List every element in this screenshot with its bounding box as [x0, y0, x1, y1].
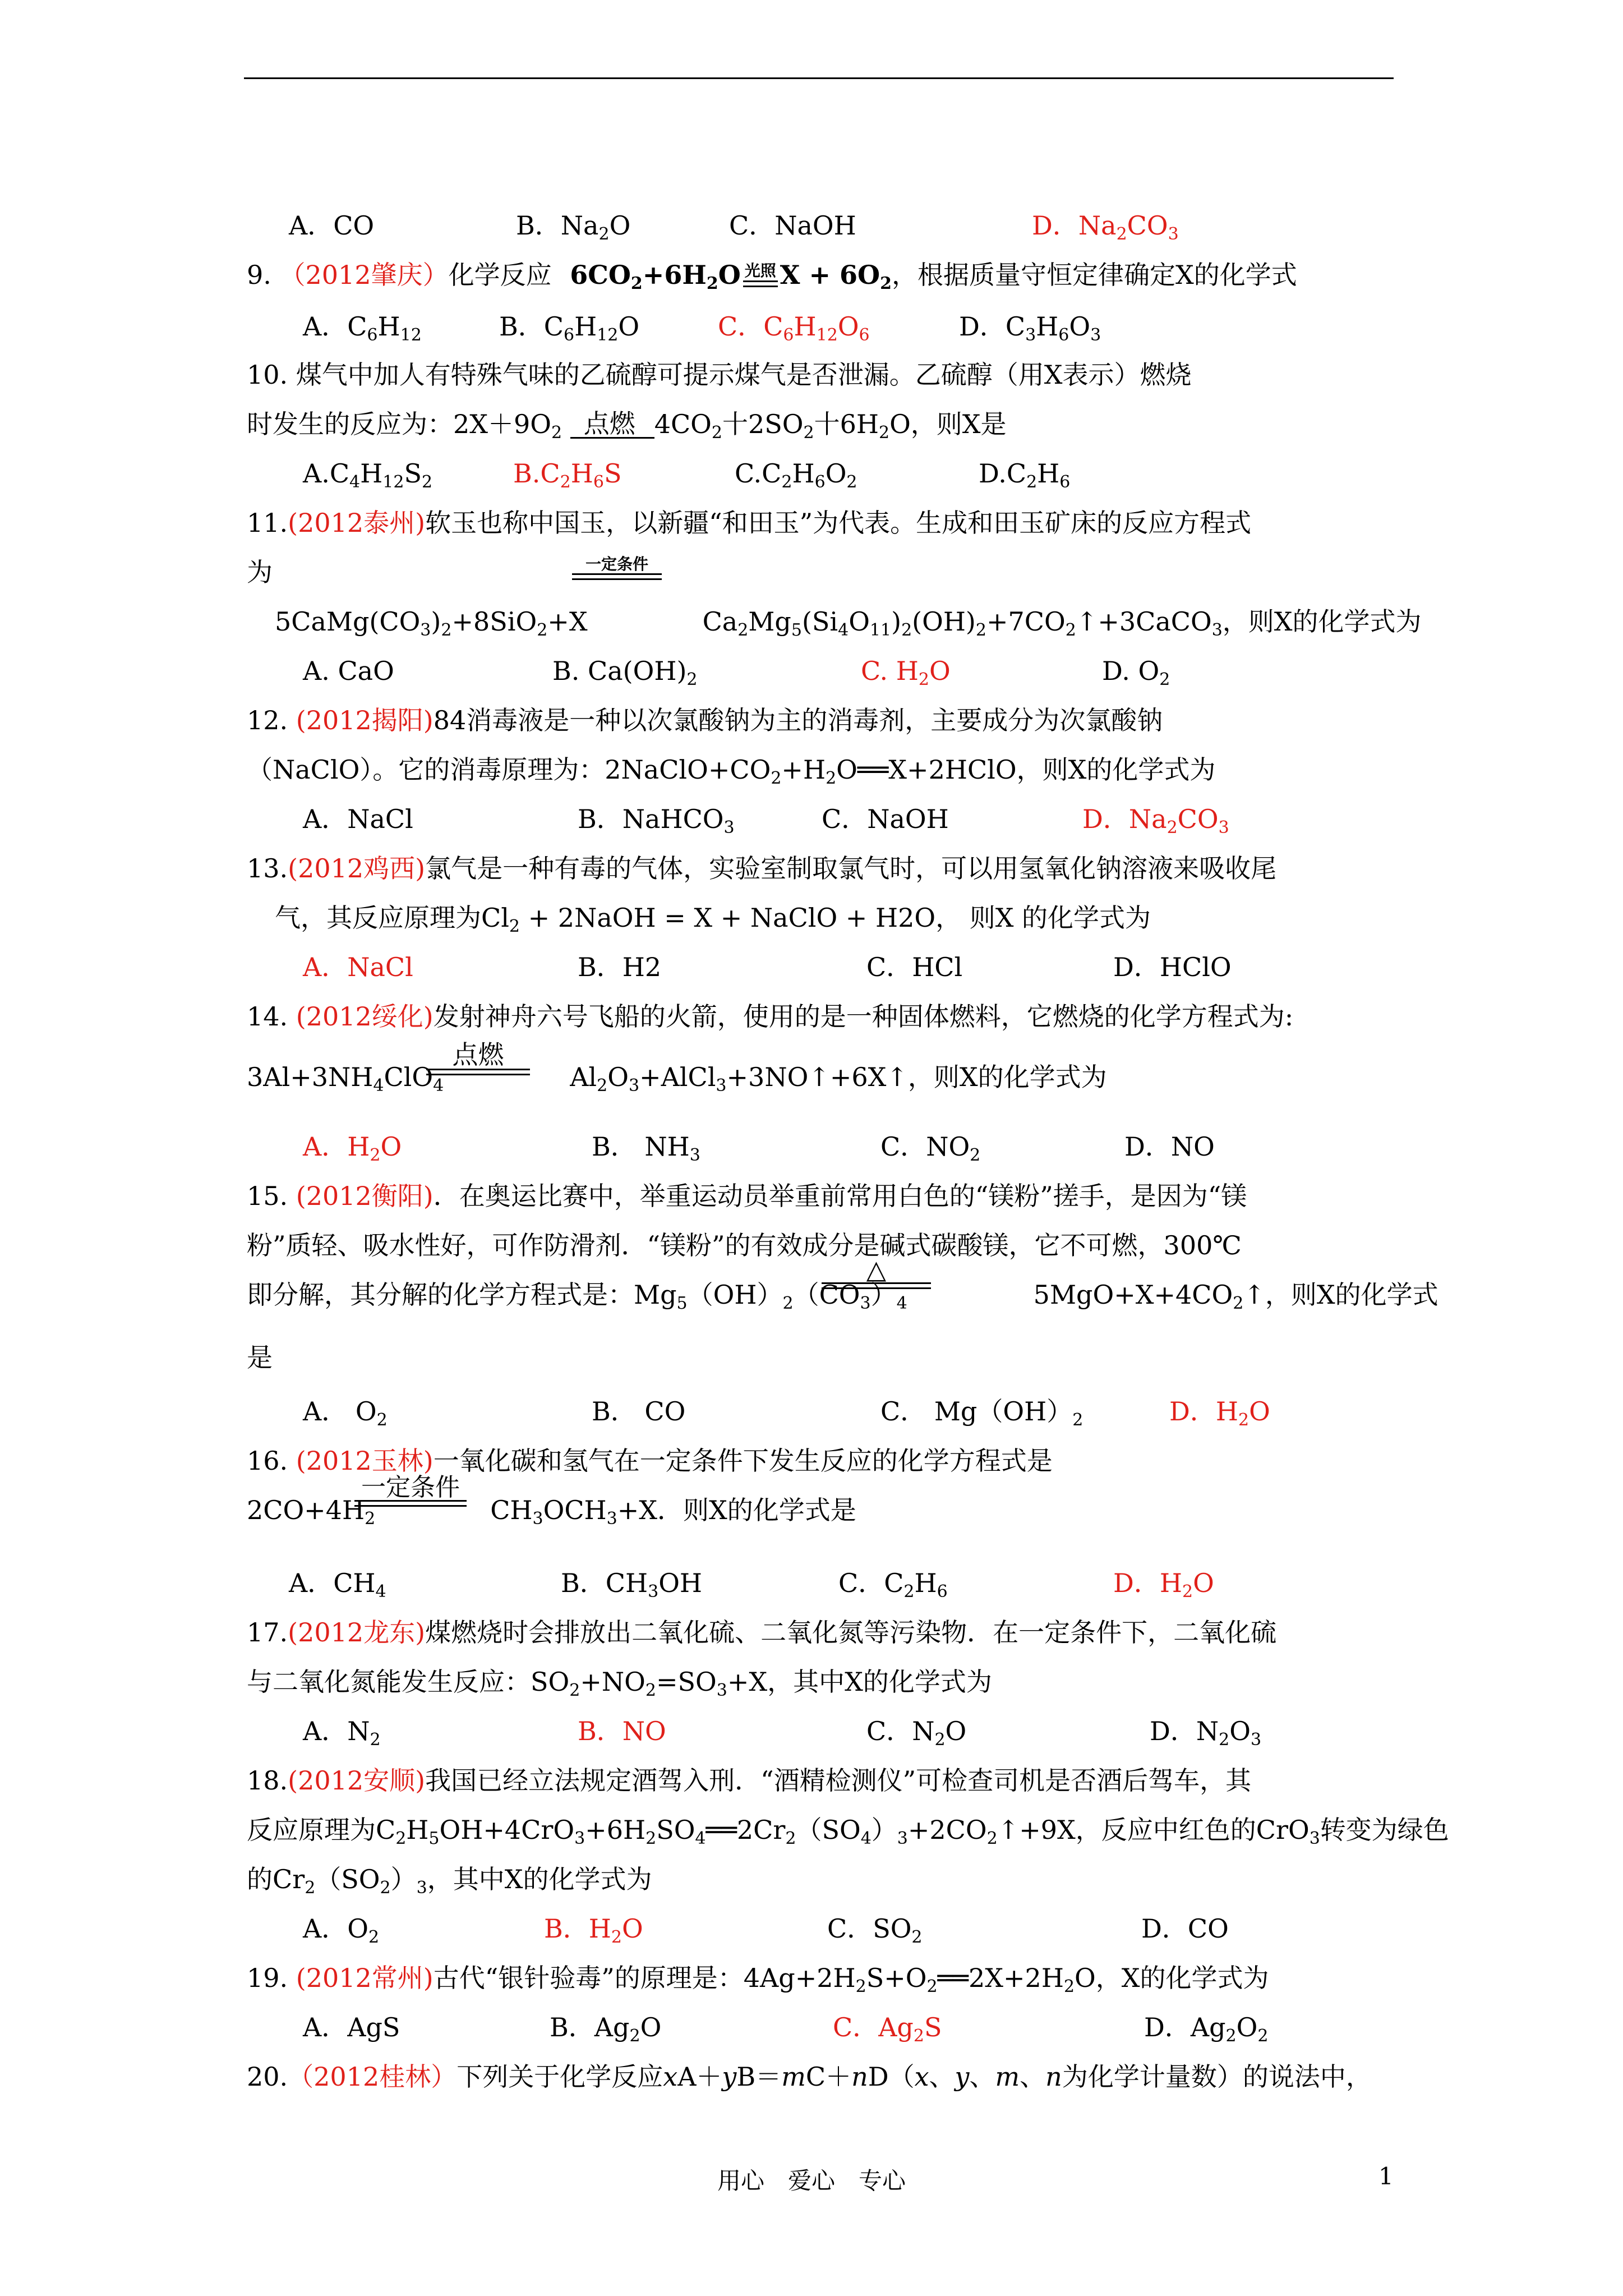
q16-option-d: D．$H_2O$ [1113, 1568, 1214, 1602]
q11-condition: 一定条件 [572, 555, 662, 580]
q14-question: 14. (2012绥化)发射神舟六号飞船的火箭，使用的是一种固体燃料，它燃烧的化学方程式为: [247, 1001, 1294, 1032]
q15-option-b: B． CO [592, 1396, 686, 1427]
page-footer: 用心 爱心 专心 [717, 2167, 906, 2194]
q9-question: 9. （2012肇庆）化学反应 $6CO_2+6H_2O$ 光照 $X + 6O_2$，根据质量守恒定律确定X的化学式 [247, 260, 1297, 293]
q19-option-b: B．$Ag_2O$ [550, 2012, 662, 2046]
q15-option-a: A． $O_2$ [303, 1396, 388, 1430]
q12-option-b: B．NaHCO$_3$ [578, 804, 735, 838]
q20-question: 20.（2012桂林）下列关于化学反应xA＋yB＝mC＋nD（x、y、m、n为化学计量数）的说法中， [247, 2062, 1372, 2092]
q9-option-a: A．$C_6H_{12}$ [303, 311, 422, 345]
q11-option-c: C. $H_2O$ [861, 656, 951, 689]
q8-option-c: C．NaOH [729, 210, 856, 241]
q15-option-d: D．$H_2O$ [1169, 1396, 1270, 1430]
q16-question: 16. (2012玉林)一氧化碳和氢气在一定条件下发生反应的化学方程式是 [247, 1446, 1053, 1476]
q18-line3: 的$Cr_2(SO_2)_3$，其中X的化学式为 [247, 1864, 652, 1898]
page-number: 1 [1378, 2162, 1394, 2190]
q16-option-b: B．$CH_3OH$ [561, 1568, 703, 1602]
q10-option-b: $B.C_2H_6S$ [513, 458, 622, 492]
q9-option-d: D．$C_3H_6O_3$ [959, 311, 1101, 345]
q18-question: 18.(2012安顺)我国已经立法规定酒驾入刑．“酒精检测仪”可检查司机是否酒后驾车，其 [247, 1765, 1252, 1796]
q11-option-d: D. $O_2$ [1102, 656, 1170, 689]
header-rule [244, 77, 1394, 79]
q17-line2: 与二氧化氮能发生反应：$SO_2+NO_2=SO_3+X$，其中X的化学式为 [247, 1667, 992, 1700]
q13-option-a: A．NaCl [303, 952, 413, 982]
q14-option-a: A．$H_2O$ [303, 1131, 402, 1165]
q17-option-a: A．$N_2$ [303, 1716, 381, 1750]
q10-option-d: $D.C_2H_6$ [979, 458, 1071, 492]
q19-option-a: A．AgS [303, 2012, 400, 2042]
q12-option-d: D．$Na_2CO_3$ [1082, 804, 1229, 838]
q14-equation: $3Al+3NH_4ClO_4$ $Al_2O_3+AlCl_3+3NO↑+6X↑$，则X的化学式为 [247, 1062, 1107, 1096]
q18-line2: 反应原理为$C_2H_5OH+4CrO_3+6H_2SO_4══2Cr_2(SO_4)_3+2CO_2↑+9X$，反应中红色的CrO$_3$转变为绿色 [247, 1815, 1449, 1848]
q17-option-c: C．$N_2O$ [866, 1716, 967, 1750]
q11-option-a: A. CaO [303, 656, 394, 686]
q18-option-c: C．$SO_2$ [827, 1913, 923, 1947]
q17-option-d: D．$N_2O_3$ [1150, 1716, 1262, 1750]
q19-question: 19. (2012常州)古代“银针验毒”的原理是：$4Ag+2H_2S+O_2══2X+2H_2O$，X的化学式为 [247, 1963, 1269, 1996]
q10-line2: 时发生的反应为：$2X+9O_2$ 点燃 $4CO_2$十$2SO_2$十$6H_2O$，则X是 [247, 408, 1007, 443]
q18-option-d: D．CO [1141, 1913, 1229, 1944]
q10-line1: 10. 煤气中加人有特殊气味的乙硫醇可提示煤气是否泄漏。乙硫醇（用X表示）燃烧 [247, 360, 1192, 390]
q18-option-a: A．$O_2$ [303, 1913, 380, 1947]
q10-condition: 点燃 [570, 412, 654, 440]
q16-condition: 一定条件 [354, 1475, 467, 1507]
q15-line3: 即分解，其分解的化学方程式是：$Mg_5(OH)_2(CO_3)_4$ $5MgO+X+4CO_2↑$，则X的化学式 [247, 1280, 1438, 1313]
q13-option-b: B．H2 [578, 952, 662, 982]
q15-question: 15. (2012衡阳)．在奥运比赛中，举重运动员举重前常用白色的“镁粉”搓手，是因为“镁 [247, 1181, 1247, 1211]
q17-question: 17.(2012龙东)煤燃烧时会排放出二氧化硫、二氧化氮等污染物．在一定条件下，二氧化硫 [247, 1617, 1277, 1648]
q9-condition: 光照 [741, 266, 780, 288]
q14-option-c: C．$NO_2$ [880, 1131, 981, 1165]
q12-option-c: C．NaOH [822, 804, 949, 834]
q19-option-d: D．$Ag_2O_2$ [1144, 2012, 1269, 2046]
q16-equation: $2CO+4H_2$ $CH_3OCH_3+X$．则X的化学式是 [247, 1495, 856, 1529]
q13-option-d: D．HClO [1113, 952, 1232, 982]
q9-option-c: C．$C_6H_{12}O_6$ [718, 311, 870, 345]
q11-question: 11.(2012泰州)软玉也称中国玉，以新疆“和田玉”为代表。生成和田玉矿床的反应方程式 [247, 508, 1252, 538]
q11-line2: 为 [247, 557, 273, 587]
q12-question: 12. (2012揭阳)84消毒液是一种以次氯酸钠为主的消毒剂，主要成分为次氯酸钠 [247, 705, 1163, 735]
q8-option-a: A．CO [289, 210, 375, 241]
q15-condition: △ [822, 1257, 931, 1289]
q10-option-a: $A.C_4H_{12}S_2$ [303, 458, 433, 492]
q14-option-b: B． $NH_3$ [592, 1131, 700, 1165]
q13-option-c: C．HCl [866, 952, 963, 982]
q13-line2: 气，其反应原理为$Cl_2$ + 2NaOH = X + NaClO + H2O， 则X 的化学式为 [275, 903, 1151, 936]
q15-line2: 粉”质轻、吸水性好，可作防滑剂．“镁粉”的有效成分是碱式碳酸镁，它不可燃，300℃ [247, 1230, 1242, 1260]
q10-option-c: $C.C_2H_6O_2$ [735, 458, 857, 492]
q11-equation: $5CaMg(CO_3)_2+8SiO_2+X$ $Ca_2Mg_5(Si_4O_{11})_2(OH)_2+7CO_2↑+3CaCO_3$，则X的化学式为 [275, 606, 1422, 640]
q19-option-c: C．$Ag_2S$ [833, 2012, 942, 2046]
q16-option-a: A．$CH_4$ [289, 1568, 386, 1602]
q9-option-b: B．$C_6H_{12}O$ [499, 311, 640, 345]
q18-option-b: B．$H_2O$ [544, 1913, 643, 1947]
q16-option-c: C．$C_2H_6$ [838, 1568, 948, 1602]
q15-line4: 是 [247, 1342, 273, 1373]
q17-option-b: B．NO [578, 1716, 666, 1746]
q14-option-d: D．NO [1124, 1131, 1215, 1162]
q15-option-c: C． $Mg(OH)_2$ [880, 1396, 1083, 1430]
q8-option-b: B．$Na_2O$ [516, 210, 631, 244]
q11-option-b: B. $Ca(OH)_2$ [552, 656, 698, 689]
q8-option-d: D．$Na_2CO_3$ [1032, 210, 1179, 244]
q14-condition: 点燃 [426, 1041, 530, 1075]
q13-question: 13.(2012鸡西)氯气是一种有毒的气体，实验室制取氯气时，可以用氢氧化钠溶液来吸收尾 [247, 853, 1277, 884]
q12-line2: （NaClO）。它的消毒原理为：$2NaClO+CO_2+H_2O══X+2HClO$，则X的化学式为 [247, 754, 1216, 788]
q12-option-a: A．NaCl [303, 804, 413, 834]
